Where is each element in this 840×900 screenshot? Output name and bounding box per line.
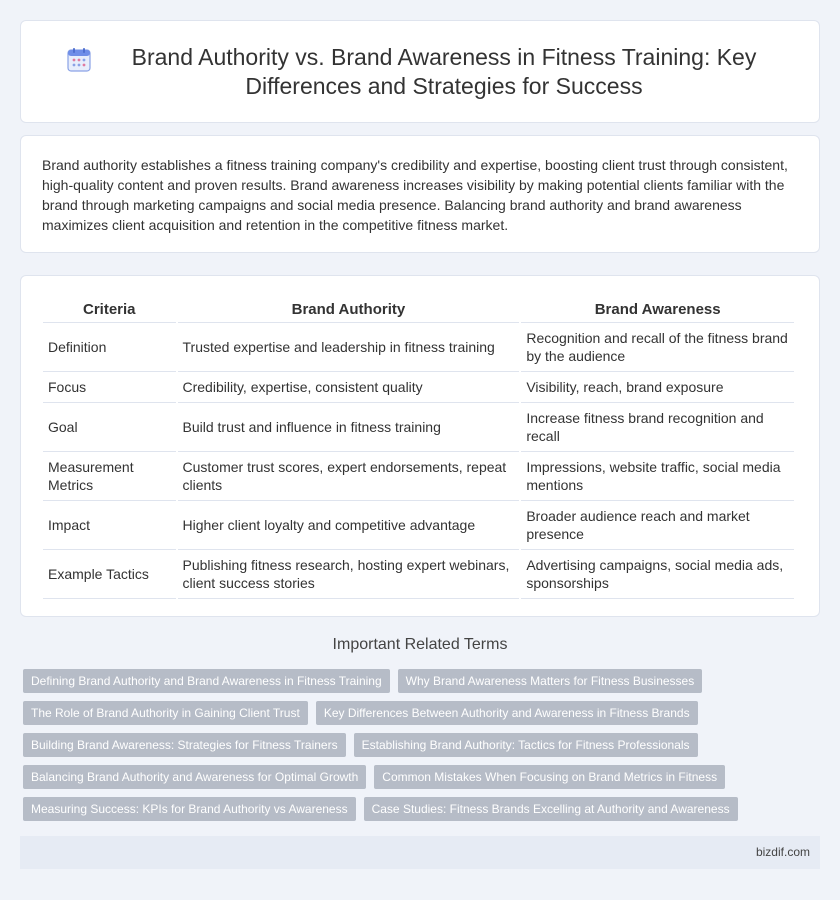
awareness-cell: Advertising campaigns, social media ads, sponsorships: [521, 549, 794, 599]
awareness-cell: Visibility, reach, brand exposure: [521, 371, 794, 402]
table-row: [43, 402, 794, 451]
awareness-cell: Increase fitness brand recognition and recall: [521, 402, 794, 451]
comparison-table-card: [20, 275, 820, 617]
table-row: [43, 549, 794, 599]
header-criteria: Criteria: [82, 301, 136, 318]
row-label: Impact: [43, 500, 176, 549]
header-brand-awareness: Brand Awareness: [594, 301, 721, 318]
table-row: [43, 371, 794, 402]
related-term-tag[interactable]: Establishing Brand Authority: Tactics for Fitness Professionals: [354, 733, 698, 757]
authority-cell: Credibility, expertise, consistent quality: [178, 371, 520, 402]
table-header-row: [43, 293, 794, 322]
intro-card: [20, 135, 820, 253]
header-card: [20, 20, 820, 123]
header-brand-authority: Brand Authority: [291, 301, 406, 318]
authority-cell: Trusted expertise and leadership in fitness training: [178, 322, 520, 371]
footer: [20, 836, 820, 869]
related-term-tag[interactable]: Why Brand Awareness Matters for Fitness Businesses: [398, 669, 703, 693]
related-term-tag[interactable]: The Role of Brand Authority in Gaining Client Trust: [23, 701, 308, 725]
related-term-tag[interactable]: Defining Brand Authority and Brand Awareness in Fitness Training: [23, 669, 390, 693]
awareness-cell: Broader audience reach and market presence: [521, 500, 794, 549]
authority-cell: Build trust and influence in fitness training: [178, 402, 520, 451]
calendar-icon: [66, 47, 92, 73]
related-term-tag[interactable]: Case Studies: Fitness Brands Excelling at Authority and Awareness: [364, 797, 738, 821]
table-row: [43, 500, 794, 549]
awareness-cell: Impressions, website traffic, social media mentions: [521, 451, 794, 500]
authority-cell: Publishing fitness research, hosting expert webinars, client success stories: [178, 549, 520, 599]
related-terms-heading: Important Related Terms: [332, 636, 508, 653]
related-term-tag[interactable]: Building Brand Awareness: Strategies for Fitness Trainers: [23, 733, 346, 757]
comparison-table: [41, 293, 796, 599]
row-label: Measurement Metrics: [43, 451, 176, 500]
related-term-tag[interactable]: Measuring Success: KPIs for Brand Authority vs Awareness: [23, 797, 356, 821]
awareness-cell: Recognition and recall of the fitness brand by the audience: [521, 322, 794, 371]
authority-cell: Higher client loyalty and competitive advantage: [178, 500, 520, 549]
table-row: [43, 451, 794, 500]
related-term-tag[interactable]: Balancing Brand Authority and Awareness for Optimal Growth: [23, 765, 366, 789]
row-label: Definition: [43, 322, 176, 371]
intro-text: Brand authority establishes a fitness training company's credibility and expertise, boosting client trust through consistent, high-quality content and proven results. Brand awareness increases visibility by making potential clients familiar with the brand through marketing campaigns and social media presence. Balancing brand authority and brand awareness maximizes client acquisition and retention in the competitive fitness market.: [42, 157, 788, 233]
related-term-tag[interactable]: Common Mistakes When Focusing on Brand Metrics in Fitness: [374, 765, 725, 789]
related-terms-list: [23, 669, 823, 829]
row-label: Goal: [43, 402, 176, 451]
page-title: Brand Authority vs. Brand Awareness in Fitness Training: Key Differences and Strategies for Success: [131, 43, 757, 99]
table-row: [43, 322, 794, 371]
title-wrap: [26, 43, 814, 101]
footer-site-link[interactable]: bizdif.com: [755, 845, 810, 859]
row-label: Focus: [43, 371, 176, 402]
authority-cell: Customer trust scores, expert endorsements, repeat clients: [178, 451, 520, 500]
related-term-tag[interactable]: Key Differences Between Authority and Awareness in Fitness Brands: [316, 701, 698, 725]
row-label: Example Tactics: [43, 549, 176, 599]
